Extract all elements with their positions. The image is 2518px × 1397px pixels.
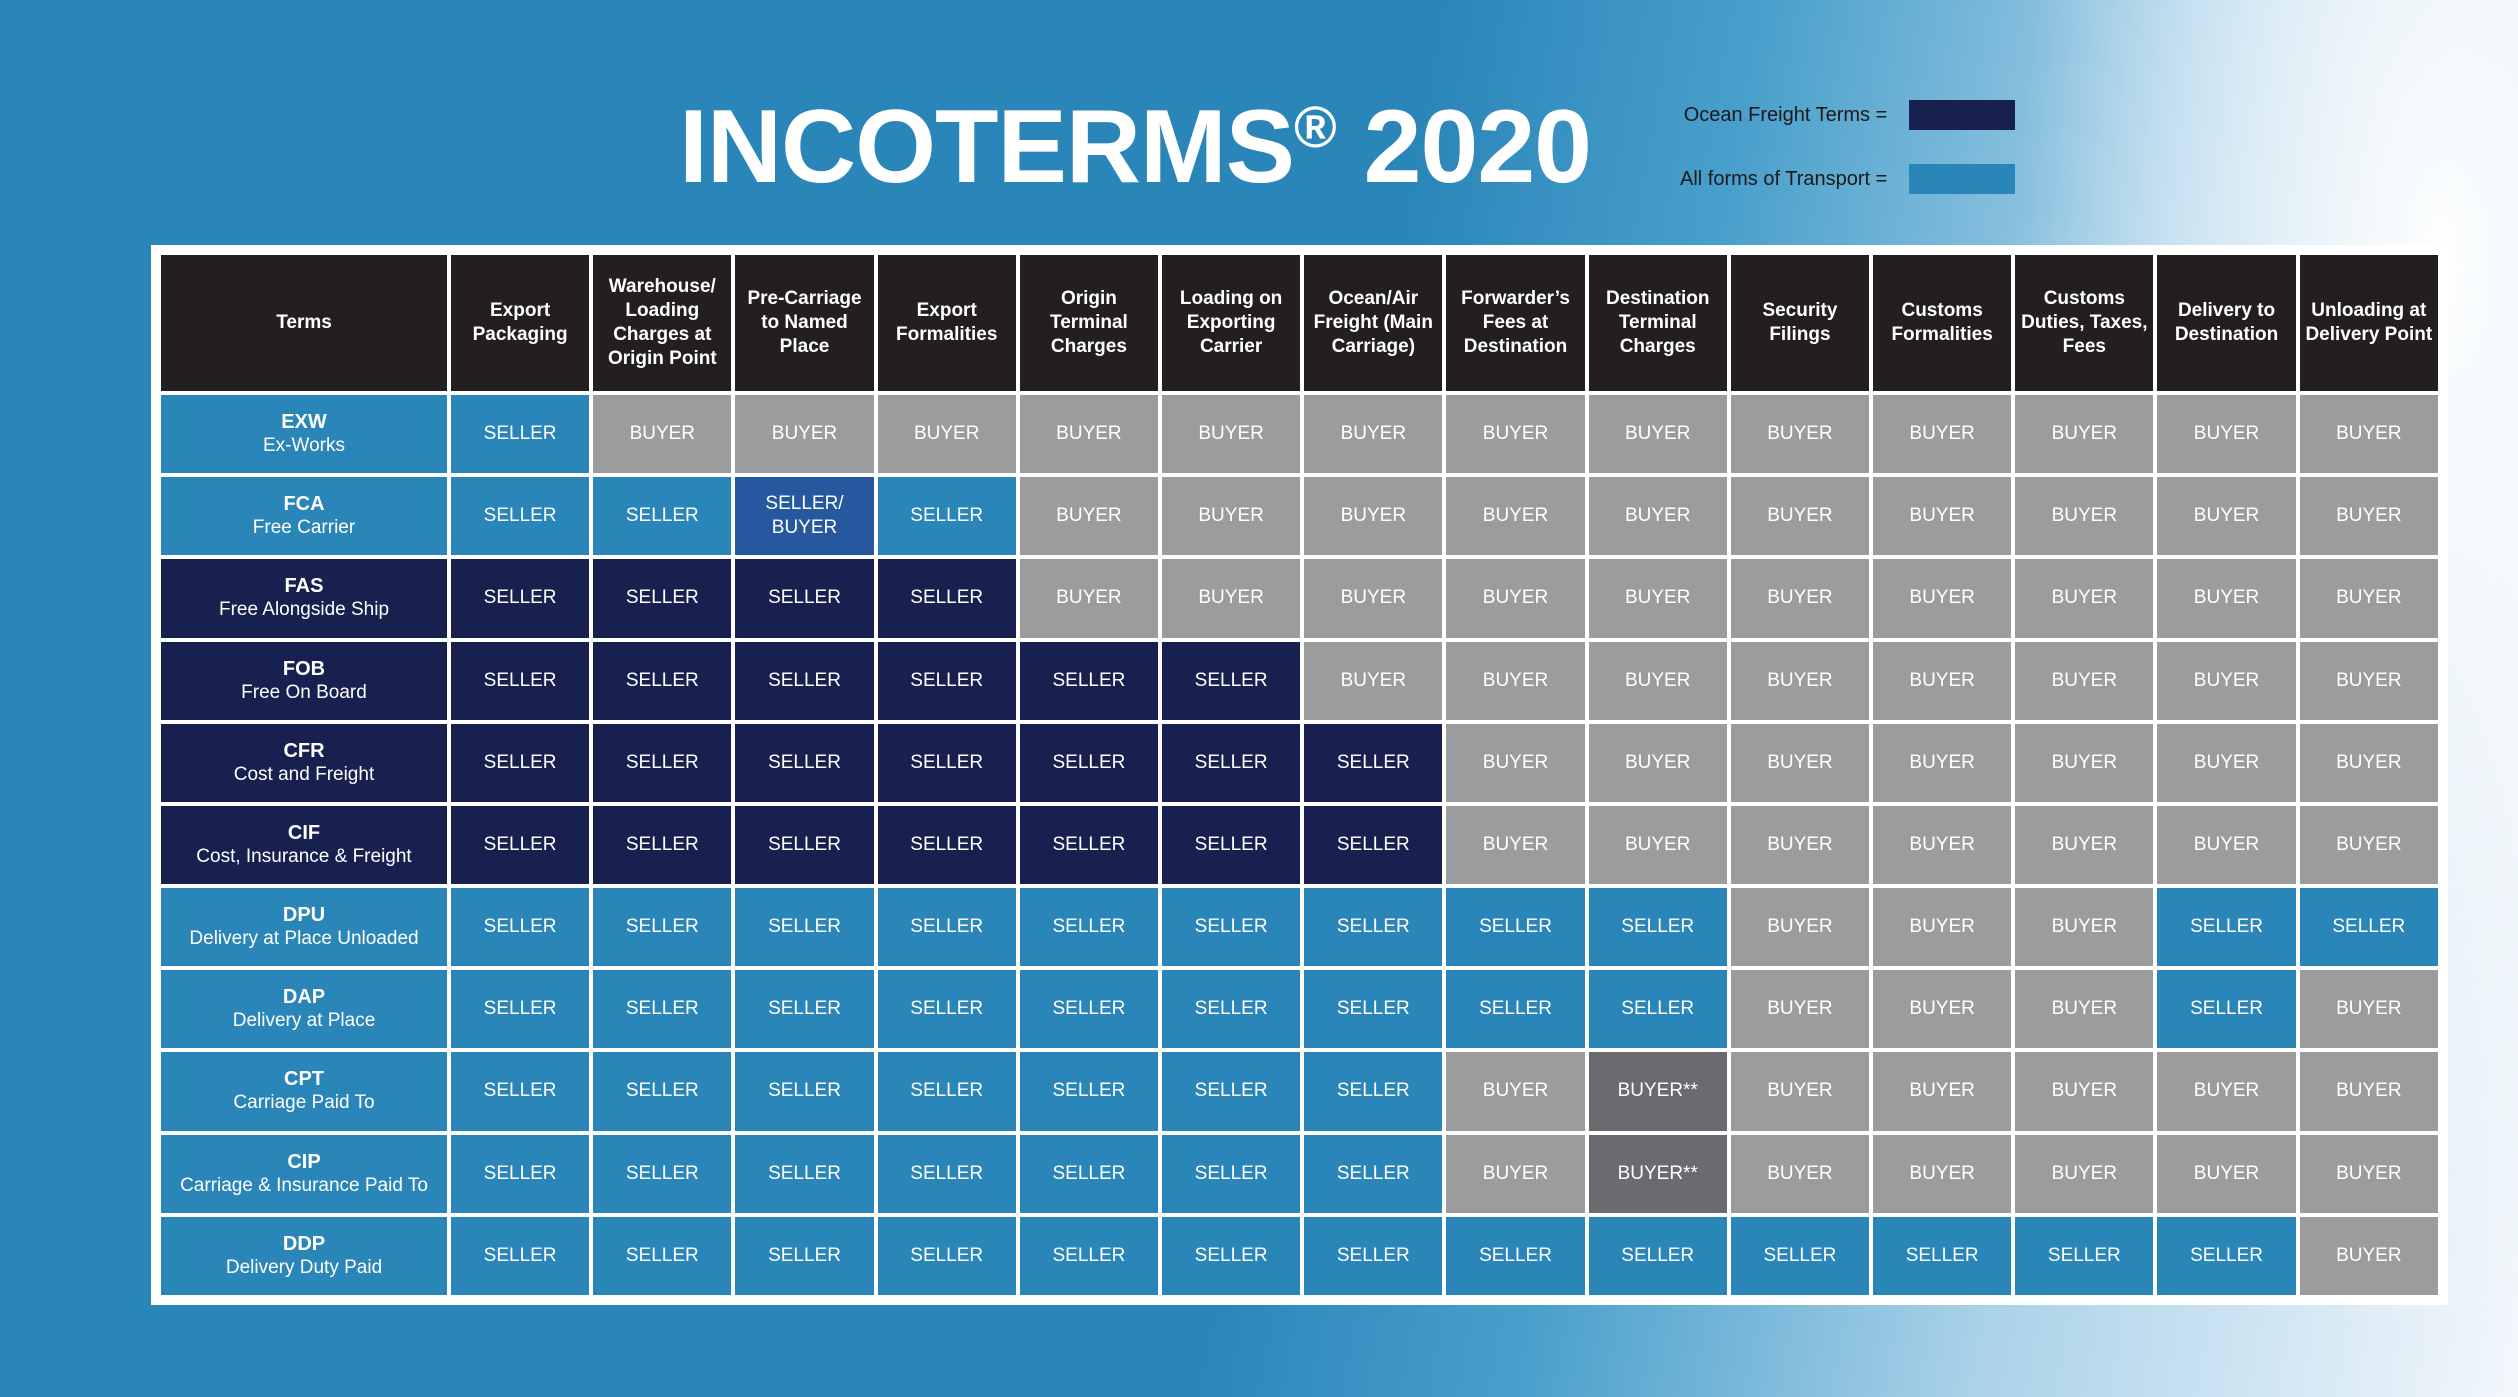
responsibility-cell: BUYER bbox=[2300, 1135, 2438, 1213]
term-code: CFR bbox=[283, 739, 325, 762]
responsibility-cell: SELLER bbox=[1162, 970, 1300, 1048]
responsibility-cell: SELLER bbox=[1304, 724, 1442, 802]
responsibility-cell: BUYER bbox=[1873, 888, 2011, 966]
legend-swatch bbox=[1909, 164, 2015, 194]
table-row bbox=[161, 1217, 2438, 1295]
responsibility-cell: BUYER bbox=[878, 395, 1016, 473]
responsibility-cell: BUYER bbox=[1304, 559, 1442, 637]
responsibility-cell: SELLER bbox=[735, 1052, 873, 1130]
responsibility-cell: SELLER bbox=[1873, 1217, 2011, 1295]
responsibility-cell: SELLER bbox=[2300, 888, 2438, 966]
responsibility-cell: BUYER bbox=[1731, 642, 1869, 720]
term-cell bbox=[161, 724, 447, 802]
column-header: Export Packaging bbox=[451, 255, 589, 391]
responsibility-cell: SELLER bbox=[2157, 970, 2295, 1048]
responsibility-cell: BUYER bbox=[1446, 724, 1584, 802]
responsibility-cell: BUYER bbox=[1020, 477, 1158, 555]
responsibility-cell: BUYER bbox=[1873, 970, 2011, 1048]
responsibility-cell: SELLER bbox=[1304, 1135, 1442, 1213]
responsibility-cell: SELLER bbox=[878, 724, 1016, 802]
responsibility-cell: BUYER bbox=[1020, 395, 1158, 473]
responsibility-cell: SELLER bbox=[735, 970, 873, 1048]
responsibility-cell: SELLER bbox=[593, 1135, 731, 1213]
responsibility-cell: BUYER bbox=[2300, 724, 2438, 802]
responsibility-cell: SELLER bbox=[1304, 888, 1442, 966]
term-name: Free On Board bbox=[241, 681, 367, 703]
responsibility-cell: BUYER bbox=[1446, 477, 1584, 555]
term-code: EXW bbox=[281, 411, 327, 434]
table-row bbox=[161, 888, 2438, 966]
responsibility-cell: BUYER bbox=[1446, 395, 1584, 473]
table-body bbox=[161, 395, 2438, 1295]
responsibility-cell: SELLER bbox=[593, 559, 731, 637]
table-row bbox=[161, 1052, 2438, 1130]
responsibility-cell: BUYER** bbox=[1589, 1135, 1727, 1213]
responsibility-cell: SELLER bbox=[1020, 724, 1158, 802]
responsibility-cell: BUYER bbox=[1589, 806, 1727, 884]
legend-item-all-transport bbox=[1680, 162, 2015, 196]
responsibility-cell: BUYER bbox=[1162, 477, 1300, 555]
responsibility-cell: BUYER bbox=[2015, 642, 2153, 720]
responsibility-cell: SELLER bbox=[1162, 888, 1300, 966]
responsibility-cell: BUYER bbox=[1589, 477, 1727, 555]
responsibility-cell: BUYER bbox=[2157, 559, 2295, 637]
column-header: Warehouse/ Loading Charges at Origin Point bbox=[593, 255, 731, 391]
responsibility-cell: SELLER bbox=[1020, 642, 1158, 720]
term-cell bbox=[161, 642, 447, 720]
responsibility-cell: BUYER bbox=[1162, 559, 1300, 637]
term-code: CPT bbox=[284, 1068, 324, 1091]
column-header: Origin Terminal Charges bbox=[1020, 255, 1158, 391]
table-row bbox=[161, 559, 2438, 637]
responsibility-cell: SELLER bbox=[451, 395, 589, 473]
responsibility-cell: BUYER bbox=[1731, 970, 1869, 1048]
term-cell bbox=[161, 888, 447, 966]
responsibility-cell: BUYER bbox=[1589, 724, 1727, 802]
responsibility-cell: SELLER bbox=[878, 806, 1016, 884]
responsibility-cell: SELLER bbox=[1020, 888, 1158, 966]
term-code: DPU bbox=[282, 904, 326, 927]
responsibility-cell: SELLER bbox=[1446, 970, 1584, 1048]
responsibility-cell: BUYER bbox=[2015, 395, 2153, 473]
responsibility-cell: SELLER/ BUYER bbox=[735, 477, 873, 555]
column-header: Loading on Exporting Carrier bbox=[1162, 255, 1300, 391]
column-header: Security Filings bbox=[1731, 255, 1869, 391]
responsibility-cell: SELLER bbox=[735, 559, 873, 637]
responsibility-cell: SELLER bbox=[2015, 1217, 2153, 1295]
responsibility-cell: SELLER bbox=[593, 806, 731, 884]
term-name: Carriage Paid To bbox=[233, 1092, 375, 1114]
responsibility-cell: SELLER bbox=[451, 970, 589, 1048]
responsibility-cell: SELLER bbox=[593, 1217, 731, 1295]
responsibility-cell: BUYER bbox=[2015, 559, 2153, 637]
responsibility-cell: BUYER bbox=[2300, 970, 2438, 1048]
responsibility-cell: SELLER bbox=[451, 888, 589, 966]
responsibility-cell: BUYER bbox=[1589, 395, 1727, 473]
term-name: Free Carrier bbox=[252, 517, 356, 539]
responsibility-cell: SELLER bbox=[451, 1052, 589, 1130]
responsibility-cell: BUYER bbox=[1731, 724, 1869, 802]
responsibility-cell: BUYER bbox=[1304, 395, 1442, 473]
incoterms-table-container bbox=[151, 245, 2448, 1305]
responsibility-cell: BUYER bbox=[1731, 395, 1869, 473]
term-cell bbox=[161, 1052, 447, 1130]
term-cell bbox=[161, 1135, 447, 1213]
responsibility-cell: SELLER bbox=[735, 724, 873, 802]
responsibility-cell: SELLER bbox=[593, 970, 731, 1048]
responsibility-cell: SELLER bbox=[878, 1135, 1016, 1213]
column-header-terms: Terms bbox=[161, 255, 447, 391]
responsibility-cell: BUYER bbox=[2300, 1217, 2438, 1295]
legend-item-ocean bbox=[1680, 98, 2015, 132]
responsibility-cell: SELLER bbox=[735, 806, 873, 884]
responsibility-cell: SELLER bbox=[878, 1217, 1016, 1295]
responsibility-cell: BUYER bbox=[1589, 559, 1727, 637]
responsibility-cell: BUYER bbox=[2300, 559, 2438, 637]
responsibility-cell: BUYER bbox=[2015, 1052, 2153, 1130]
responsibility-cell: SELLER bbox=[451, 1217, 589, 1295]
responsibility-cell: BUYER bbox=[1731, 806, 1869, 884]
responsibility-cell: BUYER bbox=[1446, 1052, 1584, 1130]
responsibility-cell: SELLER bbox=[1304, 970, 1442, 1048]
responsibility-cell: SELLER bbox=[735, 1217, 873, 1295]
responsibility-cell: BUYER bbox=[1873, 1052, 2011, 1130]
responsibility-cell: SELLER bbox=[1162, 1135, 1300, 1213]
responsibility-cell: BUYER bbox=[2157, 724, 2295, 802]
responsibility-cell: BUYER bbox=[1731, 559, 1869, 637]
term-cell bbox=[161, 806, 447, 884]
responsibility-cell: BUYER bbox=[735, 395, 873, 473]
column-header: Ocean/Air Freight (Main Carriage) bbox=[1304, 255, 1442, 391]
responsibility-cell: BUYER bbox=[2157, 1052, 2295, 1130]
term-code: DDP bbox=[282, 1232, 326, 1255]
table-header-row bbox=[161, 255, 2438, 391]
title-year: 2020 bbox=[1363, 89, 1591, 205]
term-cell bbox=[161, 970, 447, 1048]
term-name: Cost, Insurance & Freight bbox=[196, 845, 412, 867]
responsibility-cell: BUYER bbox=[2015, 477, 2153, 555]
responsibility-cell: BUYER bbox=[2157, 395, 2295, 473]
responsibility-cell: BUYER bbox=[1873, 477, 2011, 555]
responsibility-cell: SELLER bbox=[1304, 806, 1442, 884]
responsibility-cell: SELLER bbox=[735, 642, 873, 720]
responsibility-cell: BUYER bbox=[2300, 806, 2438, 884]
responsibility-cell: BUYER bbox=[1446, 642, 1584, 720]
term-name: Ex-Works bbox=[263, 435, 345, 457]
column-header: Customs Formalities bbox=[1873, 255, 2011, 391]
term-code: DAP bbox=[282, 986, 326, 1009]
term-name: Delivery Duty Paid bbox=[225, 1256, 383, 1278]
column-header: Forwarder’s Fees at Destination bbox=[1446, 255, 1584, 391]
responsibility-cell: SELLER bbox=[1020, 806, 1158, 884]
column-header: Customs Duties, Taxes, Fees bbox=[2015, 255, 2153, 391]
responsibility-cell: SELLER bbox=[735, 1135, 873, 1213]
responsibility-cell: BUYER bbox=[1162, 395, 1300, 473]
responsibility-cell: BUYER bbox=[1446, 806, 1584, 884]
responsibility-cell: SELLER bbox=[2157, 1217, 2295, 1295]
responsibility-cell: BUYER bbox=[1731, 1052, 1869, 1130]
table-row bbox=[161, 1135, 2438, 1213]
responsibility-cell: SELLER bbox=[878, 642, 1016, 720]
table-row bbox=[161, 642, 2438, 720]
responsibility-cell: SELLER bbox=[451, 806, 589, 884]
column-header: Unloading at Delivery Point bbox=[2300, 255, 2438, 391]
term-cell bbox=[161, 1217, 447, 1295]
responsibility-cell: SELLER bbox=[1162, 642, 1300, 720]
responsibility-cell: SELLER bbox=[878, 888, 1016, 966]
responsibility-cell: BUYER bbox=[1873, 642, 2011, 720]
responsibility-cell: SELLER bbox=[593, 477, 731, 555]
term-cell bbox=[161, 559, 447, 637]
responsibility-cell: BUYER bbox=[2157, 642, 2295, 720]
responsibility-cell: BUYER bbox=[1731, 477, 1869, 555]
responsibility-cell: BUYER bbox=[1873, 1135, 2011, 1213]
responsibility-cell: SELLER bbox=[878, 559, 1016, 637]
term-code: FOB bbox=[282, 657, 326, 680]
responsibility-cell: SELLER bbox=[451, 642, 589, 720]
responsibility-cell: SELLER bbox=[1162, 806, 1300, 884]
responsibility-cell: SELLER bbox=[1162, 724, 1300, 802]
responsibility-cell: SELLER bbox=[593, 1052, 731, 1130]
responsibility-cell: BUYER bbox=[1446, 559, 1584, 637]
term-code: FCA bbox=[283, 493, 325, 516]
term-name: Delivery at Place bbox=[232, 1010, 376, 1032]
responsibility-cell: SELLER bbox=[1731, 1217, 1869, 1295]
responsibility-cell: SELLER bbox=[1589, 970, 1727, 1048]
responsibility-cell: BUYER bbox=[1873, 806, 2011, 884]
title-text: INCOTERMS bbox=[678, 89, 1294, 205]
responsibility-cell: SELLER bbox=[451, 724, 589, 802]
responsibility-cell: SELLER bbox=[1162, 1217, 1300, 1295]
responsibility-cell: BUYER bbox=[593, 395, 731, 473]
responsibility-cell: SELLER bbox=[735, 888, 873, 966]
responsibility-cell: SELLER bbox=[1446, 1217, 1584, 1295]
responsibility-cell: SELLER bbox=[1020, 1135, 1158, 1213]
responsibility-cell: SELLER bbox=[2157, 888, 2295, 966]
responsibility-cell: SELLER bbox=[1162, 1052, 1300, 1130]
responsibility-cell: BUYER bbox=[2157, 1135, 2295, 1213]
term-cell bbox=[161, 477, 447, 555]
responsibility-cell: SELLER bbox=[593, 642, 731, 720]
responsibility-cell: BUYER bbox=[1446, 1135, 1584, 1213]
responsibility-cell: BUYER** bbox=[1589, 1052, 1727, 1130]
responsibility-cell: BUYER bbox=[2300, 642, 2438, 720]
term-name: Free Alongside Ship bbox=[218, 599, 390, 621]
responsibility-cell: SELLER bbox=[1020, 1217, 1158, 1295]
responsibility-cell: BUYER bbox=[2015, 1135, 2153, 1213]
responsibility-cell: SELLER bbox=[1589, 888, 1727, 966]
term-code: CIP bbox=[287, 1150, 321, 1173]
responsibility-cell: SELLER bbox=[593, 724, 731, 802]
responsibility-cell: SELLER bbox=[451, 477, 589, 555]
responsibility-cell: SELLER bbox=[878, 970, 1016, 1048]
responsibility-cell: BUYER bbox=[1731, 888, 1869, 966]
term-name: Cost and Freight bbox=[233, 763, 375, 785]
table-row bbox=[161, 970, 2438, 1048]
responsibility-cell: BUYER bbox=[1304, 477, 1442, 555]
term-name: Delivery at Place Unloaded bbox=[189, 928, 419, 950]
incoterms-table bbox=[157, 251, 2442, 1299]
column-header: Destination Terminal Charges bbox=[1589, 255, 1727, 391]
table-row bbox=[161, 395, 2438, 473]
legend bbox=[1680, 98, 2015, 226]
responsibility-cell: SELLER bbox=[1589, 1217, 1727, 1295]
responsibility-cell: SELLER bbox=[451, 1135, 589, 1213]
term-cell bbox=[161, 395, 447, 473]
responsibility-cell: SELLER bbox=[1020, 970, 1158, 1048]
responsibility-cell: BUYER bbox=[1873, 395, 2011, 473]
responsibility-cell: BUYER bbox=[1020, 559, 1158, 637]
responsibility-cell: BUYER bbox=[2015, 806, 2153, 884]
column-header: Delivery to Destination bbox=[2157, 255, 2295, 391]
responsibility-cell: BUYER bbox=[2015, 970, 2153, 1048]
responsibility-cell: BUYER bbox=[2300, 395, 2438, 473]
responsibility-cell: SELLER bbox=[878, 1052, 1016, 1130]
responsibility-cell: BUYER bbox=[1731, 1135, 1869, 1213]
table-row bbox=[161, 477, 2438, 555]
column-header: Pre-Carriage to Named Place bbox=[735, 255, 873, 391]
responsibility-cell: SELLER bbox=[593, 888, 731, 966]
responsibility-cell: SELLER bbox=[1304, 1052, 1442, 1130]
column-header: Export Formalities bbox=[878, 255, 1016, 391]
term-code: CIF bbox=[287, 821, 321, 844]
responsibility-cell: BUYER bbox=[2300, 1052, 2438, 1130]
responsibility-cell: BUYER bbox=[2157, 477, 2295, 555]
responsibility-cell: SELLER bbox=[1020, 1052, 1158, 1130]
legend-label: Ocean Freight Terms = bbox=[1683, 103, 1888, 126]
table-row bbox=[161, 806, 2438, 884]
responsibility-cell: BUYER bbox=[1304, 642, 1442, 720]
responsibility-cell: SELLER bbox=[878, 477, 1016, 555]
responsibility-cell: SELLER bbox=[1304, 1217, 1442, 1295]
responsibility-cell: BUYER bbox=[1873, 559, 2011, 637]
responsibility-cell: BUYER bbox=[2157, 806, 2295, 884]
responsibility-cell: BUYER bbox=[1873, 724, 2011, 802]
responsibility-cell: SELLER bbox=[1446, 888, 1584, 966]
responsibility-cell: BUYER bbox=[2015, 888, 2153, 966]
responsibility-cell: BUYER bbox=[2015, 724, 2153, 802]
responsibility-cell: SELLER bbox=[451, 559, 589, 637]
legend-swatch bbox=[1909, 100, 2015, 130]
term-code: FAS bbox=[284, 575, 324, 598]
table-row bbox=[161, 724, 2438, 802]
responsibility-cell: BUYER bbox=[2300, 477, 2438, 555]
responsibility-cell: BUYER bbox=[1589, 642, 1727, 720]
legend-label: All forms of Transport = bbox=[1680, 167, 1888, 190]
term-name: Carriage & Insurance Paid To bbox=[180, 1174, 428, 1196]
registered-mark: ® bbox=[1293, 95, 1336, 160]
